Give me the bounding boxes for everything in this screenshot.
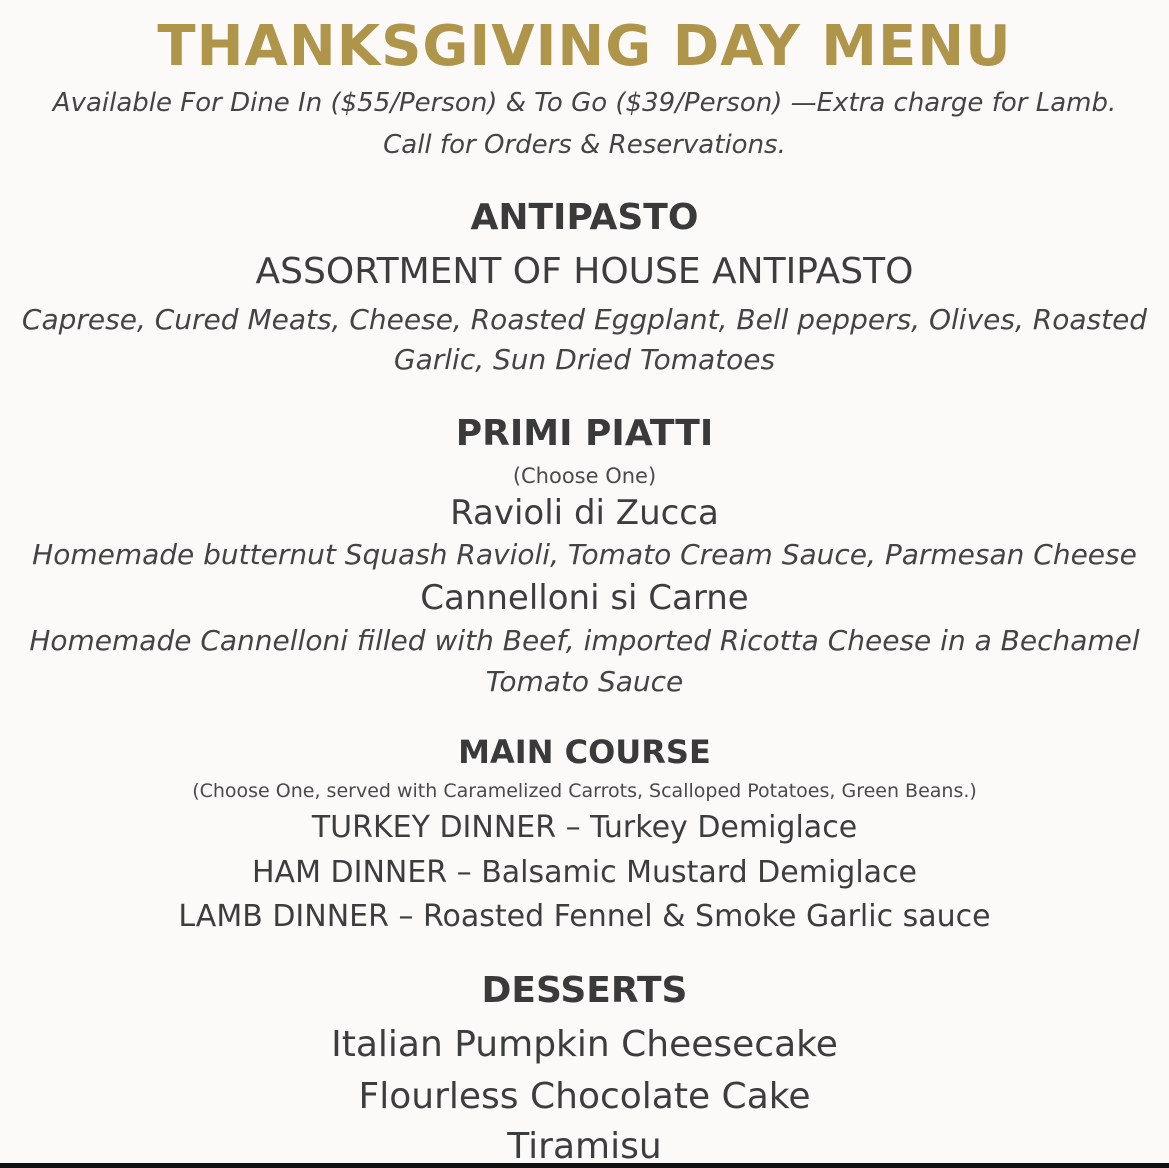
- antipasto-item: ASSORTMENT OF HOUSE ANTIPASTO: [255, 251, 914, 292]
- primi-item-ravioli: Ravioli di Zucca: [450, 493, 719, 533]
- section-heading-antipasto: ANTIPASTO: [470, 197, 699, 238]
- bottom-border: [0, 1163, 1169, 1168]
- primi-description-cannelloni-line-1: Homemade Cannelloni filled with Beef, imported Ricotta Cheese in a Bechamel: [29, 624, 1140, 657]
- menu-title: THANKSGIVING DAY MENU: [157, 14, 1012, 79]
- main-course-note: (Choose One, served with Caramelized Carrots, Scalloped Potatoes, Green Beans.): [192, 780, 977, 802]
- dessert-item-tiramisu: Tiramisu: [507, 1126, 662, 1163]
- dessert-item-cheesecake: Italian Pumpkin Cheesecake: [331, 1024, 838, 1065]
- primi-description-cannelloni-line-2: Tomato Sauce: [485, 665, 684, 698]
- section-heading-main-course: MAIN COURSE: [458, 733, 711, 771]
- main-course-item-lamb: LAMB DINNER – Roasted Fennel & Smoke Garlic sauce: [178, 899, 991, 934]
- intro-orders: Call for Orders & Reservations.: [383, 130, 786, 160]
- section-heading-desserts: DESSERTS: [481, 970, 688, 1011]
- intro-pricing: Available For Dine In ($55/Person) & To Go ($39/Person) —Extra charge for Lamb.: [52, 88, 1117, 118]
- antipasto-description-line-2: Garlic, Sun Dried Tomatoes: [393, 343, 776, 376]
- section-heading-primi-piatti: PRIMI PIATTI: [455, 413, 714, 454]
- primi-item-cannelloni: Cannelloni si Carne: [420, 578, 749, 618]
- main-course-item-ham: HAM DINNER – Balsamic Mustard Demiglace: [252, 855, 917, 890]
- main-course-item-turkey: TURKEY DINNER – Turkey Demiglace: [311, 810, 858, 845]
- dessert-item-chocolate-cake: Flourless Chocolate Cake: [358, 1076, 811, 1117]
- primi-description-ravioli: Homemade butternut Squash Ravioli, Tomato Cream Sauce, Parmesan Cheese: [32, 538, 1137, 571]
- antipasto-description-line-1: Caprese, Cured Meats, Cheese, Roasted Eggplant, Bell peppers, Olives, Roasted: [21, 303, 1148, 336]
- primi-note: (Choose One): [512, 464, 657, 488]
